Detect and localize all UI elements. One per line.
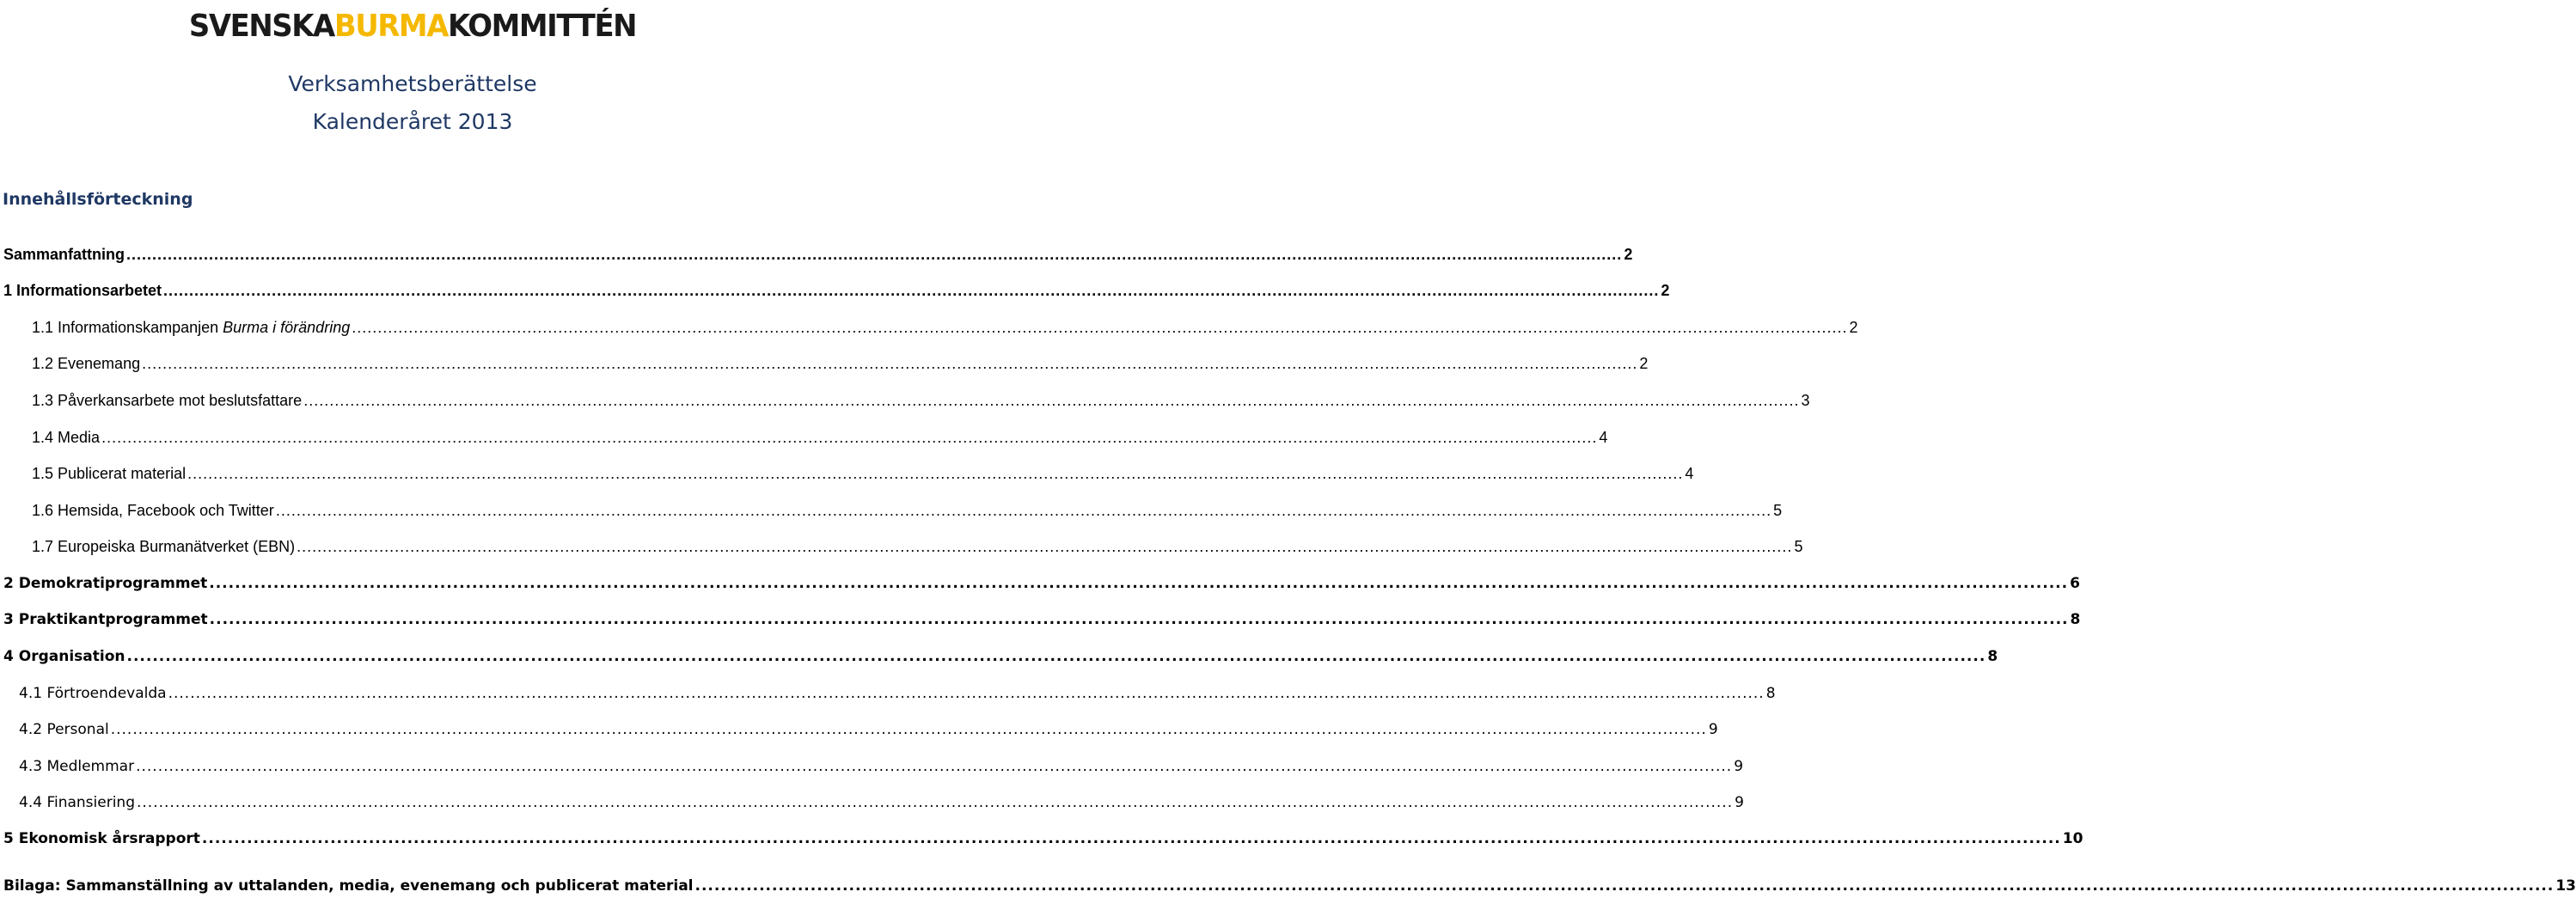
toc-entry-text: Bilaga: Sammanställning av uttalanden, media, evenemang och publicerat material: [3, 877, 694, 895]
logo-word-kommitten: KOMMITTÉN: [447, 9, 637, 44]
document-subtitle: Kalenderåret 2013: [312, 109, 513, 134]
toc-dot-leader: [297, 535, 1792, 559]
toc-entry-page: 2: [1624, 246, 1633, 263]
toc-dot-leader: [352, 315, 1847, 339]
toc-entry-page: 10: [2062, 830, 2083, 847]
toc-dot-leader: [126, 644, 1986, 669]
toc-entry-page: 4: [1599, 429, 1608, 446]
toc-entry-page: 8: [1987, 648, 1998, 665]
toc-entry-text: 4.2 Personal: [19, 721, 109, 738]
toc-entry-text: 3 Praktikantprogrammet: [3, 611, 208, 628]
logo-word-svenska: SVENSKA: [188, 9, 334, 44]
toc-entry-page: 9: [1734, 758, 1744, 775]
toc-entry-page: 5: [1794, 538, 1803, 555]
toc-entry-page: 3: [1801, 392, 1810, 409]
toc-entry-informationskampanjen[interactable]: [0, 315, 1858, 339]
toc-entry-text: 2 Demokratiprogrammet: [3, 575, 208, 592]
toc-dot-leader: [303, 388, 1799, 412]
toc-entry-ekonomisk-arsrapport[interactable]: [0, 827, 2083, 851]
toc-dot-leader: [111, 718, 1707, 742]
logo-word-burma: BURMA: [333, 9, 448, 44]
toc-entry-paverkansarbete[interactable]: [0, 388, 1810, 412]
toc-entry-finansiering[interactable]: [0, 791, 1744, 815]
toc-entry-sammanfattning[interactable]: [0, 242, 1633, 266]
toc-heading: Innehållsförteckning: [3, 190, 193, 209]
toc-dot-leader: [168, 681, 1765, 706]
toc-entry-text: 5 Ekonomisk årsrapport: [3, 830, 200, 847]
toc-entry-text: Sammanfattning: [3, 246, 125, 263]
toc-dot-leader: [137, 791, 1733, 815]
toc-entry-text: 4.3 Medlemmar: [19, 758, 135, 775]
toc-entry-page: 2: [1639, 355, 1649, 372]
toc-dot-leader: [126, 242, 1622, 266]
toc-entry-bilaga[interactable]: [0, 874, 2576, 898]
toc-entry-text-italic: Burma i förändring: [223, 319, 351, 336]
toc-entry-hemsida[interactable]: [0, 498, 1783, 522]
organization-logo: [25, 7, 800, 46]
toc-entry-page: 4: [1685, 465, 1694, 482]
document-title: Verksamhetsberättelse: [288, 71, 537, 96]
toc-entry-text: 4 Organisation: [3, 648, 125, 665]
toc-entry-text: 1.4 Media: [32, 429, 101, 446]
toc-entry-page: 6: [2070, 575, 2080, 592]
toc-dot-leader: [209, 571, 2068, 596]
toc-entry-organisation[interactable]: [0, 644, 1998, 669]
toc-entry-praktikantprogrammet[interactable]: [0, 608, 2081, 632]
toc-entry-fortroendevalda[interactable]: [0, 681, 1776, 706]
toc-entry-evenemang[interactable]: [0, 351, 1649, 376]
toc-entry-page: 9: [1735, 794, 1744, 811]
toc-dot-leader: [210, 608, 2069, 632]
toc-entry-text-prefix: 1.1 Informationskampanjen: [32, 319, 223, 336]
toc-entry-page: 2: [1661, 282, 1670, 299]
toc-dot-leader: [163, 278, 1659, 302]
toc-entry-page: 9: [1708, 721, 1718, 738]
toc-entry-page: 8: [2070, 611, 2081, 628]
toc-entry-page: 13: [2555, 877, 2576, 895]
toc-entry-text: 1.5 Publicerat material: [32, 465, 187, 482]
toc-dot-leader: [187, 461, 1683, 486]
toc-entry-page: 2: [1849, 319, 1858, 336]
toc-dot-leader: [136, 754, 1732, 779]
toc-dot-leader: [142, 351, 1637, 376]
toc-dot-leader: [202, 827, 2061, 851]
toc-dot-leader: [101, 425, 1597, 449]
toc-entry-demokratiprogrammet[interactable]: [0, 571, 2080, 596]
toc-entry-text: 1 Informationsarbetet: [3, 282, 162, 299]
toc-dot-leader: [695, 874, 2555, 898]
toc-entry-text: 4.1 Förtroendevalda: [19, 685, 167, 702]
toc-entry-text: 1.2 Evenemang: [32, 355, 141, 372]
toc-entry-publicerat-material[interactable]: [0, 461, 1694, 486]
toc-entry-informationsarbetet[interactable]: [0, 278, 1670, 302]
toc-entry-personal[interactable]: [0, 718, 1718, 742]
toc-entry-text: 1.7 Europeiska Burmanätverket (EBN): [32, 538, 296, 555]
toc-dot-leader: [276, 498, 1771, 522]
toc-entry-media[interactable]: [0, 425, 1608, 449]
toc-entry-page: 5: [1773, 502, 1783, 519]
toc-entry-page: 8: [1765, 685, 1776, 702]
toc-entry-text: 4.4 Finansiering: [19, 794, 135, 811]
toc-entry-text: 1.6 Hemsida, Facebook och Twitter: [32, 502, 274, 519]
toc-entry-medlemmar[interactable]: [0, 754, 1744, 779]
toc-entry-europeiska-burmanatverket[interactable]: [0, 535, 1803, 559]
toc-entry-text: [32, 315, 350, 339]
toc-entry-text: 1.3 Påverkansarbete mot beslutsfattare: [32, 392, 303, 409]
